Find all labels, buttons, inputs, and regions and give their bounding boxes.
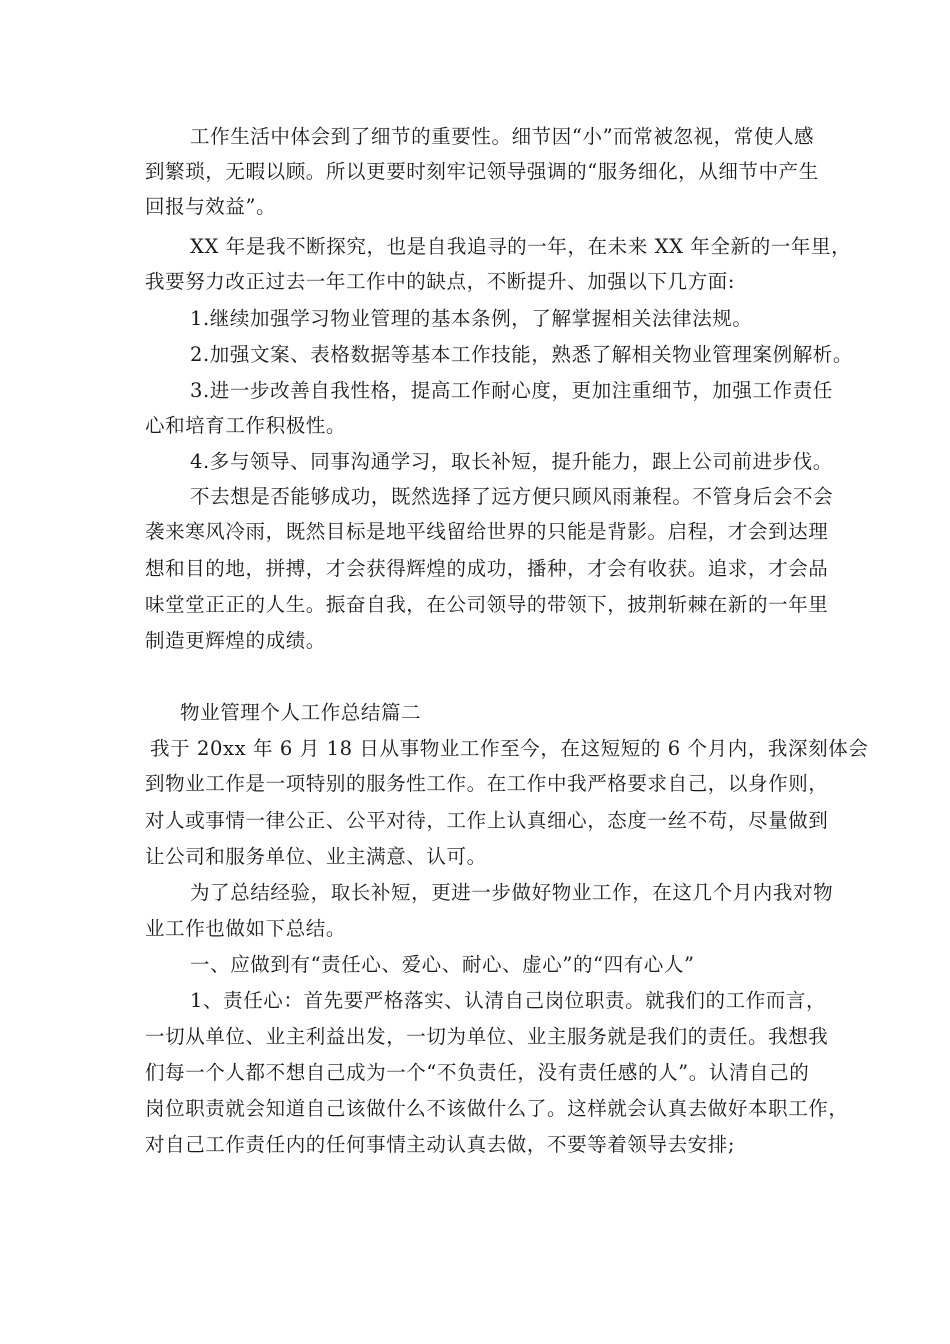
para6-line2: 一切从单位、业主利益出发，一切为单位、业主服务就是我们的责任。我想我: [145, 1025, 829, 1048]
para6-line3: 们每一个人都不想自己成为一个“不负责任，没有责任感的人”。认清自己的: [145, 1061, 810, 1084]
para4-line3: 对人或事情一律公正、公平对待，工作上认真细心，态度一丝不苟，尽量做到: [145, 809, 829, 832]
para1-line3: 回报与效益”。: [145, 195, 277, 218]
section-heading: 物业管理个人工作总结篇二: [180, 701, 422, 724]
list-item-4: 4.多与领导、同事沟通学习，取长补短，提升能力，跟上公司前进步伐。: [190, 450, 833, 473]
para6-line5: 对自己工作责任内的任何事情主动认真去做，不要等着领导去安排;: [145, 1133, 736, 1156]
para1-line2: 到繁琐，无暇以顾。所以更要时刻牢记领导强调的“服务细化，从细节中产生: [145, 160, 819, 183]
list-item-1: 1.继续加强学习物业管理的基本条例，了解掌握相关法律法规。: [190, 307, 753, 330]
list-item-2: 2.加强文案、表格数据等基本工作技能，熟悉了解相关物业管理案例解析。: [190, 343, 854, 366]
para3-line2: 袭来寒风冷雨，既然目标是地平线留给世界的只能是背影。启程，才会到达理: [145, 520, 829, 543]
para4-line4: 让公司和服务单位、业主满意、认可。: [145, 845, 487, 868]
para1-line1: 工作生活中体会到了细节的重要性。细节因“小”而常被忽视，常使人感: [190, 125, 815, 148]
list-item-3-line2: 心和培育工作积极性。: [145, 414, 347, 437]
list-item-3-line1: 3.进一步改善自我性格，提高工作耐心度，更加注重细节，加强工作责任: [190, 379, 833, 402]
para3-line4: 味堂堂正正的人生。振奋自我，在公司领导的带领下，披荆斩棘在新的一年里: [145, 593, 829, 616]
para6-line4: 岗位职责就会知道自己该做什么不该做什么了。这样就会认真去做好本职工作，: [145, 1097, 849, 1120]
para5-line1: 为了总结经验，取长补短，更进一步做好物业工作，在这几个月内我对物: [190, 881, 834, 904]
para2-line2: 我要努力改正过去一年工作中的缺点，不断提升、加强以下几方面:: [145, 270, 736, 293]
para4-line2: 到物业工作是一项特别的服务性工作。在工作中我严格要求自己，以身作则，: [145, 772, 829, 795]
para6-line1: 1、责任心：首先要严格落实、认清自己岗位职责。就我们的工作而言，: [190, 989, 827, 1012]
para3-line1: 不去想是否能够成功，既然选择了远方便只顾风雨兼程。不管身后会不会: [190, 485, 834, 508]
para3-line3: 想和目的地，拼搏，才会获得辉煌的成功，播种，才会有收获。追求，才会品: [145, 557, 829, 580]
subsection-heading: 一、应做到有“责任心、爱心、耐心、虚心”的“四有心人”: [190, 953, 695, 976]
para4-line1: 我于 20xx 年 6 月 18 日从事物业工作至今，在这短短的 6 个月内，我深刻体会: [150, 737, 869, 760]
para2-line1: XX 年是我不断探究，也是自我追寻的一年，在未来 XX 年全新的一年里，: [190, 235, 852, 258]
para3-line5: 制造更辉煌的成绩。: [145, 629, 326, 652]
para5-line2: 业工作也做如下总结。: [145, 917, 347, 940]
